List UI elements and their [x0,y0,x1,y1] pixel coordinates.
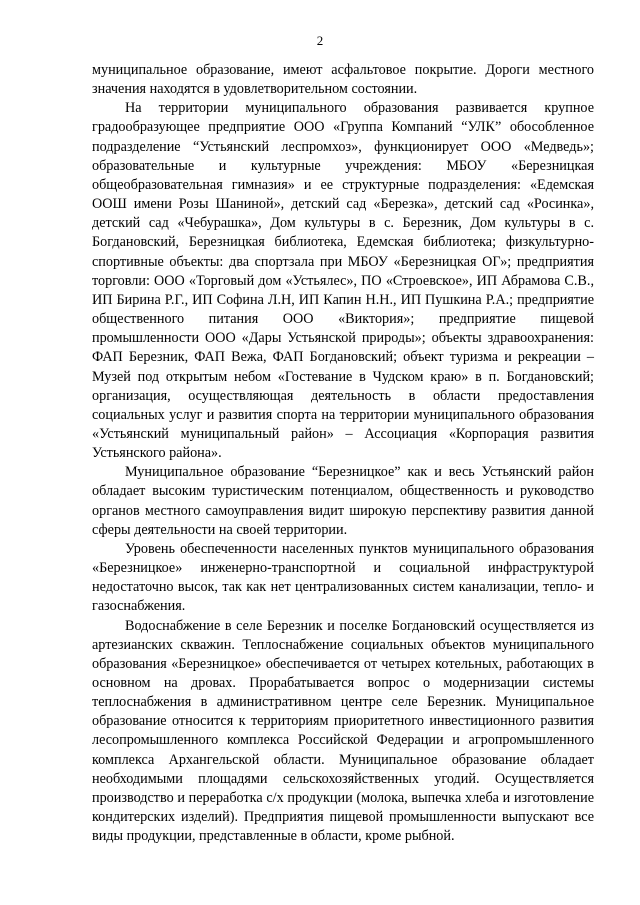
paragraph-enterprises: На территории муниципального образования развивается крупное градообразующее предприятие ООО «Группа Компаний “УЛК” обособленное подразделение “Устьянский леспромхоз», функционирует ООО «Медведь»; образовательные и культурные учреждения: МБОУ «Березницкая общеобразовательная гимназия» и ее структурные подразделения: «Едемская ООШ имени Розы Шаниной», детский сад «Березка», детский сад «Росинка», детский сад «Чебурашка», Дом культуры в с. Березник, Дом культуры в с. Богдановский, Березницкая библиотека, Едемская библиотека; физкультурно-спортивные объекты: два спортзала при МБОУ «Березницкая ОГ»; предприятия торговли: ООО «Торговый дом «Устьялес», ПО «Строевское», ИП Абрамова С.В., ИП Бирина Р.Г., ИП Софина Л.Н, ИП Капин Н.Н., ИП Пушкина Р.А.; предприятие общественного питания ООО «Виктория»; предприятие пищевой промышленности ООО «Дары Устьянской природы»; объекты здравоохранения: ФАП Березник, ФАП Вежа, ФАП Богдановский; объект туризма и рекреации – Музей под открытым небом «Гостевание в Чудском краю» в п. Богдановский; организация, осуществляющая деятельность в области предоставления социальных услуг и развития спорта на территории муниципального образования «Устьянский муниципальный район» – Ассоциация «Корпорация развития Устьянского района». [92,100,594,462]
page-number: 2 [316,33,324,48]
paragraph-roads: муниципальное образование, имеют асфальтовое покрытие. Дороги местного значения находятся в удовлетворительном состоянии. [92,62,594,98]
paragraph-infrastructure: Уровень обеспеченности населенных пунктов муниципального образования «Березницкое» инженерно-транспортной и социальной инфраструктурой недостаточно высок, так как нет централизованных систем канализации, тепло- и газоснабжения. [92,540,594,615]
paragraph-utilities: Водоснабжение в селе Березник и поселке Богдановский осуществляется из артезианских скважин. Теплоснабжение социальных объектов муниципального образования «Березницкое» обеспечивается от четырех котельных, работающих в основном на дровах. Прорабатывается вопрос о модернизации системы теплоснабжения в административном центре селе Березник. Муниципальное образование относится к территориям приоритетного инвестиционного развития лесопромышленного комплекса Российской Федерации и агропромышленного комплекса Архангельской области. Муниципальное образование обладает необходимыми площадями сельскохозяйственных угодий. Осуществляется производство и переработка с/х продукции (молока, выпечка хлеба и изготовление кондитерских изделий). Предприятия пищевой промышленности выпускают все виды продукции, представленные в области, кроме рыбной. [92,617,594,845]
document-body [92,61,594,846]
paragraph-tourism: Муниципальное образование “Березницкое” как и весь Устьянский район обладает высоким туристическим потенциалом, общественность и руководство органов местного самоуправления видит широкую перспективу развития данной сферы деятельности на своей территории. [92,464,594,538]
